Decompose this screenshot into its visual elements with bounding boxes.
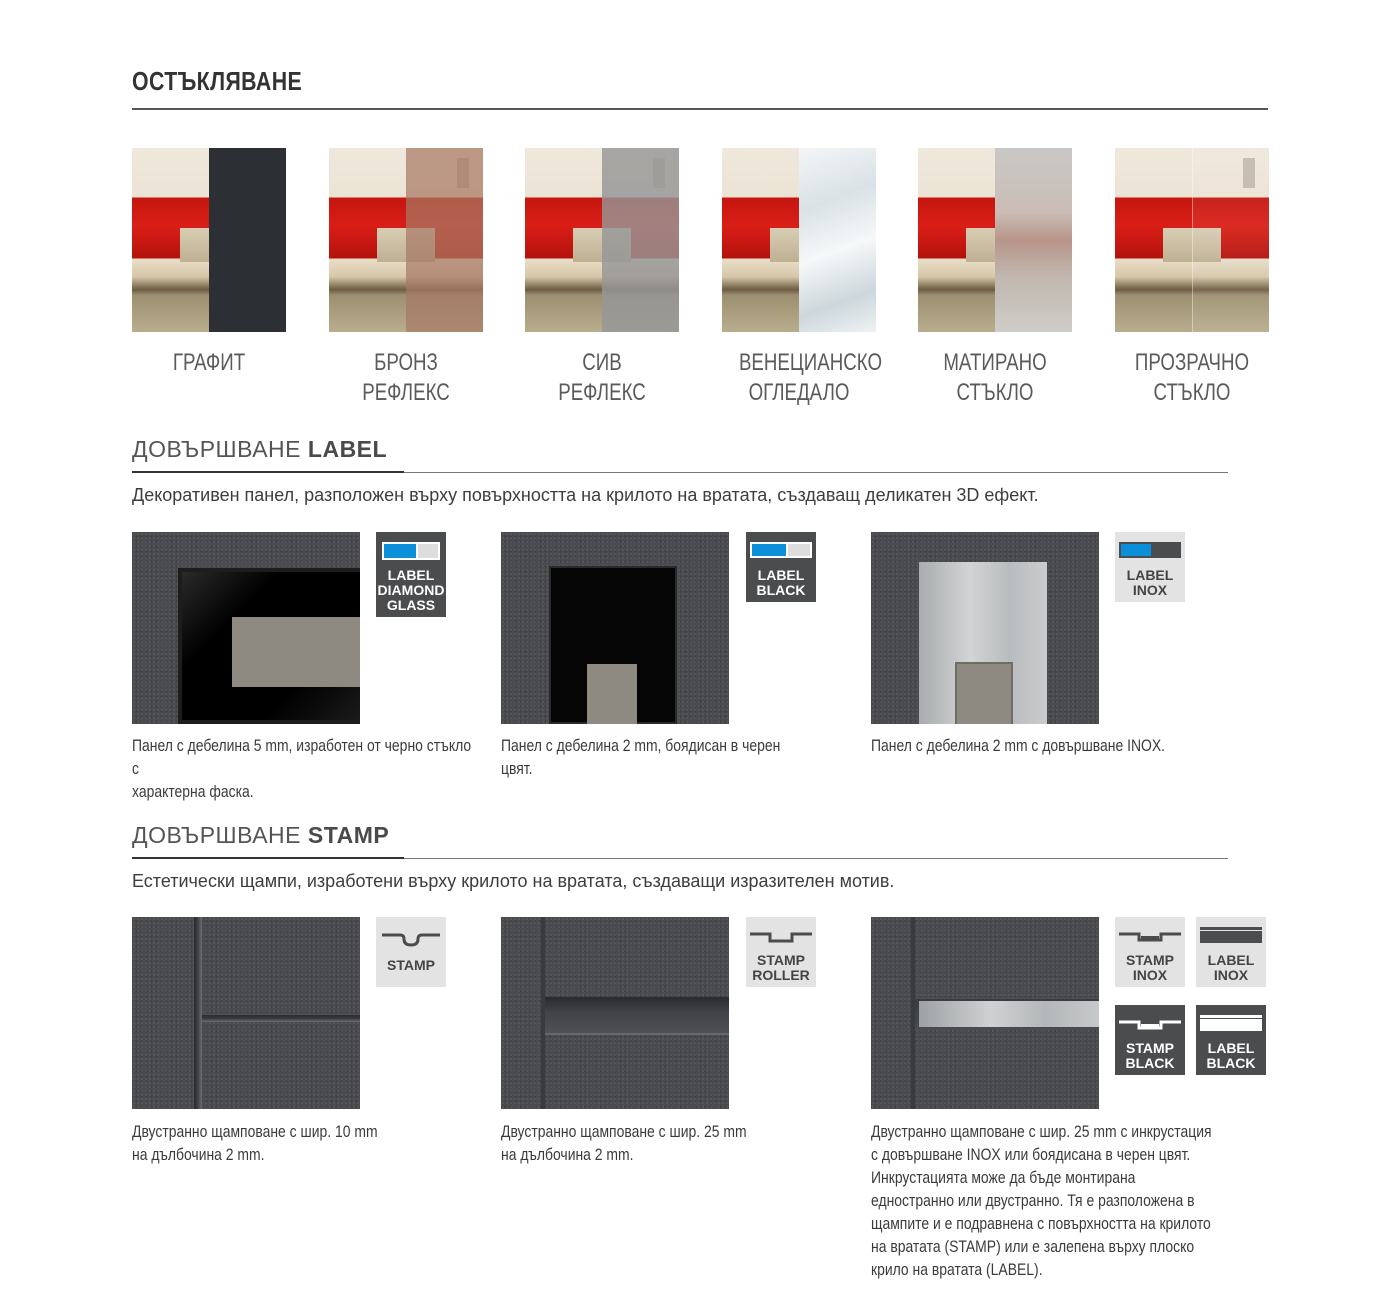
panel-label-diamond-glass xyxy=(132,532,360,724)
label-section-title: ДОВЪРШВАНЕ LABEL xyxy=(132,436,388,462)
label-profile-icon xyxy=(1119,542,1181,558)
badge-label-diamond-glass: LABEL DIAMOND GLASS xyxy=(376,532,446,617)
badge-stamp-black: STAMP BLACK xyxy=(1115,1005,1185,1075)
caption-stamp-roller: Двустранно щамповане с шир. 25 mm на дълбочина 2 mm. xyxy=(501,1122,747,1164)
label-inox-profile-icon xyxy=(1200,927,1262,943)
glazing-title: ОСТЪКЛЯВАНЕ xyxy=(132,66,303,96)
glass-label-graphite: ГРАФИТ xyxy=(172,349,246,376)
caption-stamp-inlay: Двустранно щамповане с шир. 25 mm с инкрустация с довършване INOX или боядисана в черен цвят. Инкрустацията може да бъде монтирана едностранно или двустранно. Тя е разположена в щампите и е подравнена с повърхността на крилото на вратата (STAMP) или е залепена върху плоско крило на вратата (LABEL). xyxy=(871,1122,1212,1279)
badge-stamp-inox: STAMP INOX xyxy=(1115,917,1185,987)
stamp-section-description: Естетически щампи, изработени върху крилото на вратата, създаващи изразителен мотив. xyxy=(132,871,895,891)
stamp-section-divider xyxy=(132,858,1228,859)
glass-swatch-grey-reflex xyxy=(525,148,679,332)
stamp-black-profile-icon xyxy=(1119,1019,1181,1033)
panel-stamp xyxy=(132,917,360,1109)
caption-stamp: Двустранно щамповане с шир. 10 mm на дълбочина 2 mm. xyxy=(132,1122,378,1164)
glass-swatch-clear xyxy=(1115,148,1269,332)
label-section-divider xyxy=(132,472,1228,473)
label-profile-icon xyxy=(382,542,440,560)
glass-swatch-venetian-mirror xyxy=(722,148,876,332)
badge-stamp: STAMP xyxy=(376,917,446,987)
stamp-roller-profile-icon xyxy=(750,931,812,945)
caption-label-diamond-glass: Панел с дебелина 5 mm, изработен от черно стъкло с характерна фаска. xyxy=(132,736,472,801)
caption-label-black: Панел с дебелина 2 mm, боядисан в черен цвят. xyxy=(501,736,781,778)
glass-swatch-bronze-reflex xyxy=(329,148,483,332)
glass-swatch-frosted xyxy=(918,148,1072,332)
badge-label-black: LABEL BLACK xyxy=(746,532,816,602)
glass-swatch-graphite xyxy=(132,148,286,332)
label-section-description: Декоративен панел, разположен върху повърхността на крилото на вратата, създаващ деликатен 3D ефект. xyxy=(132,485,1039,505)
glass-label-clear: ПРОЗРАЧНО СТЪКЛО xyxy=(1134,349,1250,406)
label-black-profile-icon xyxy=(1200,1015,1262,1031)
badge-label-inox: LABEL INOX xyxy=(1115,532,1185,602)
badge-label-inox-small: LABEL INOX xyxy=(1196,917,1266,987)
label-profile-icon xyxy=(750,542,812,558)
badge-stamp-roller: STAMP ROLLER xyxy=(746,917,816,987)
glass-label-venetian-mirror: ВЕНЕЦИАНСКО ОГЛЕДАЛО xyxy=(738,349,883,406)
panel-stamp-roller xyxy=(501,917,729,1109)
panel-label-black xyxy=(501,532,729,724)
caption-label-inox: Панел с дебелина 2 mm с довършване INOX. xyxy=(871,736,1166,755)
glass-label-frosted: МАТИРАНО СТЪКЛО xyxy=(943,349,1047,406)
glass-label-bronze-reflex: БРОНЗ РЕФЛЕКС xyxy=(362,349,450,406)
panel-label-inox xyxy=(871,532,1099,724)
stamp-section-title: ДОВЪРШВАНЕ STAMP xyxy=(132,822,390,848)
stamp-profile-icon xyxy=(382,931,440,949)
panel-stamp-inlay xyxy=(871,917,1099,1109)
glazing-divider xyxy=(132,108,1268,110)
glass-label-grey-reflex: СИВ РЕФЛЕКС xyxy=(558,349,646,406)
stamp-inox-profile-icon xyxy=(1119,931,1181,945)
badge-label-black-small: LABEL BLACK xyxy=(1196,1005,1266,1075)
